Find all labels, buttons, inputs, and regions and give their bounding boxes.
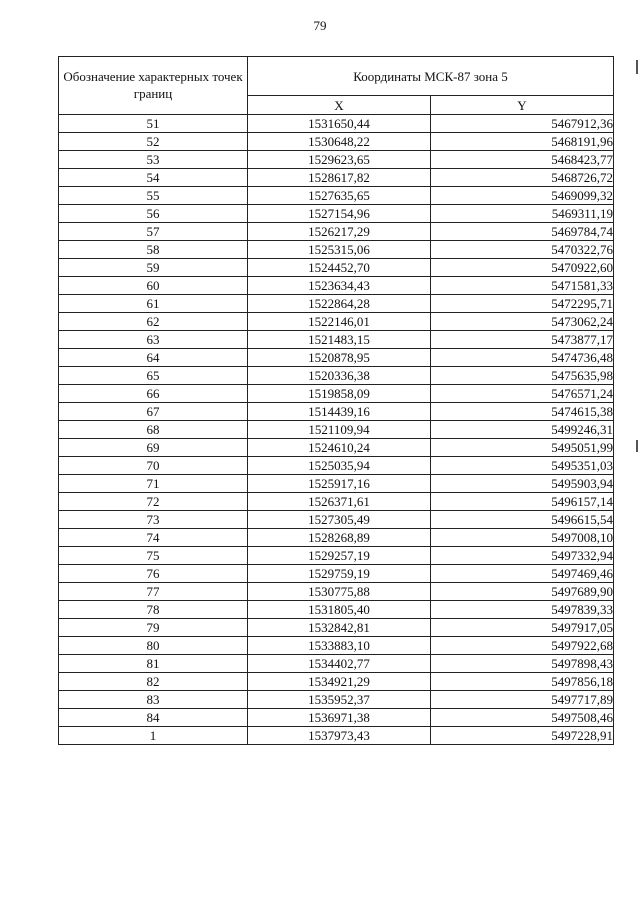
point-cell: 71 xyxy=(59,475,248,493)
point-cell: 66 xyxy=(59,385,248,403)
y-coordinate-cell: 5467912,36 xyxy=(431,115,614,133)
x-coordinate-cell: 1534402,77 xyxy=(248,655,431,673)
x-coordinate-cell: 1528617,82 xyxy=(248,169,431,187)
y-coordinate-cell: 5497689,90 xyxy=(431,583,614,601)
x-coordinate-cell: 1525035,94 xyxy=(248,457,431,475)
y-coordinate-cell: 5497332,94 xyxy=(431,547,614,565)
y-coordinate-cell: 5497469,46 xyxy=(431,565,614,583)
table-row xyxy=(59,385,614,403)
table-row xyxy=(59,169,614,187)
header-y: Y xyxy=(431,96,614,115)
x-coordinate-cell: 1520336,38 xyxy=(248,367,431,385)
y-coordinate-cell: 5473062,24 xyxy=(431,313,614,331)
table-row xyxy=(59,295,614,313)
x-coordinate-cell: 1531650,44 xyxy=(248,115,431,133)
y-coordinate-cell: 5469099,32 xyxy=(431,187,614,205)
x-coordinate-cell: 1531805,40 xyxy=(248,601,431,619)
table-row xyxy=(59,475,614,493)
point-cell: 57 xyxy=(59,223,248,241)
point-cell: 73 xyxy=(59,511,248,529)
table-row xyxy=(59,259,614,277)
header-coordinate-system: Координаты МСК-87 зона 5 xyxy=(248,57,614,96)
table-row xyxy=(59,367,614,385)
x-coordinate-cell: 1529623,65 xyxy=(248,151,431,169)
x-coordinate-cell: 1534921,29 xyxy=(248,673,431,691)
x-coordinate-cell: 1522146,01 xyxy=(248,313,431,331)
x-coordinate-cell: 1521109,94 xyxy=(248,421,431,439)
y-coordinate-cell: 5497917,05 xyxy=(431,619,614,637)
y-coordinate-cell: 5471581,33 xyxy=(431,277,614,295)
y-coordinate-cell: 5497856,18 xyxy=(431,673,614,691)
x-coordinate-cell: 1532842,81 xyxy=(248,619,431,637)
x-coordinate-cell: 1529759,19 xyxy=(248,565,431,583)
point-cell: 82 xyxy=(59,673,248,691)
table-row xyxy=(59,349,614,367)
y-coordinate-cell: 5497922,68 xyxy=(431,637,614,655)
x-coordinate-cell: 1514439,16 xyxy=(248,403,431,421)
table-row xyxy=(59,223,614,241)
table-row xyxy=(59,205,614,223)
point-cell: 72 xyxy=(59,493,248,511)
point-cell: 64 xyxy=(59,349,248,367)
y-coordinate-cell: 5476571,24 xyxy=(431,385,614,403)
table-row xyxy=(59,421,614,439)
x-coordinate-cell: 1527305,49 xyxy=(248,511,431,529)
x-coordinate-cell: 1533883,10 xyxy=(248,637,431,655)
table-row xyxy=(59,655,614,673)
x-coordinate-cell: 1530648,22 xyxy=(248,133,431,151)
y-coordinate-cell: 5468423,77 xyxy=(431,151,614,169)
table-row xyxy=(59,331,614,349)
table-row xyxy=(59,565,614,583)
point-cell: 78 xyxy=(59,601,248,619)
y-coordinate-cell: 5496615,54 xyxy=(431,511,614,529)
table-row xyxy=(59,673,614,691)
point-cell: 69 xyxy=(59,439,248,457)
table-row xyxy=(59,637,614,655)
table-row xyxy=(59,547,614,565)
page-number: 79 xyxy=(313,18,327,33)
point-cell: 79 xyxy=(59,619,248,637)
y-coordinate-cell: 5495903,94 xyxy=(431,475,614,493)
x-coordinate-cell: 1529257,19 xyxy=(248,547,431,565)
x-coordinate-cell: 1536971,38 xyxy=(248,709,431,727)
x-coordinate-cell: 1520878,95 xyxy=(248,349,431,367)
y-coordinate-cell: 5469784,74 xyxy=(431,223,614,241)
y-coordinate-cell: 5468726,72 xyxy=(431,169,614,187)
table-row xyxy=(59,457,614,475)
x-coordinate-cell: 1527635,65 xyxy=(248,187,431,205)
table-row xyxy=(59,115,614,133)
y-coordinate-cell: 5496157,14 xyxy=(431,493,614,511)
y-coordinate-cell: 5497228,91 xyxy=(431,727,614,745)
y-coordinate-cell: 5497508,46 xyxy=(431,709,614,727)
x-coordinate-cell: 1525917,16 xyxy=(248,475,431,493)
x-coordinate-cell: 1537973,43 xyxy=(248,727,431,745)
y-coordinate-cell: 5495051,99 xyxy=(431,439,614,457)
point-cell: 75 xyxy=(59,547,248,565)
table-row xyxy=(59,619,614,637)
point-cell: 77 xyxy=(59,583,248,601)
point-cell: 63 xyxy=(59,331,248,349)
table-row xyxy=(59,583,614,601)
point-cell: 62 xyxy=(59,313,248,331)
table-row xyxy=(59,691,614,709)
table-row xyxy=(59,493,614,511)
table-row xyxy=(59,151,614,169)
y-coordinate-cell: 5469311,19 xyxy=(431,205,614,223)
table-row xyxy=(59,403,614,421)
x-coordinate-cell: 1526217,29 xyxy=(248,223,431,241)
header-point-designation: Обозначение характерных точек границ xyxy=(59,57,248,115)
table-row xyxy=(59,709,614,727)
point-cell: 74 xyxy=(59,529,248,547)
table-row xyxy=(59,133,614,151)
point-cell: 70 xyxy=(59,457,248,475)
point-cell: 65 xyxy=(59,367,248,385)
x-coordinate-cell: 1528268,89 xyxy=(248,529,431,547)
x-coordinate-cell: 1522864,28 xyxy=(248,295,431,313)
point-cell: 83 xyxy=(59,691,248,709)
x-coordinate-cell: 1524610,24 xyxy=(248,439,431,457)
table-row xyxy=(59,313,614,331)
table-row xyxy=(59,727,614,745)
table-row xyxy=(59,241,614,259)
point-cell: 84 xyxy=(59,709,248,727)
y-coordinate-cell: 5474736,48 xyxy=(431,349,614,367)
point-cell: 52 xyxy=(59,133,248,151)
y-coordinate-cell: 5497008,10 xyxy=(431,529,614,547)
y-coordinate-cell: 5497717,89 xyxy=(431,691,614,709)
point-cell: 58 xyxy=(59,241,248,259)
x-coordinate-cell: 1524452,70 xyxy=(248,259,431,277)
x-coordinate-cell: 1525315,06 xyxy=(248,241,431,259)
point-cell: 80 xyxy=(59,637,248,655)
x-coordinate-cell: 1530775,88 xyxy=(248,583,431,601)
table-row xyxy=(59,529,614,547)
x-coordinate-cell: 1521483,15 xyxy=(248,331,431,349)
y-coordinate-cell: 5497839,33 xyxy=(431,601,614,619)
point-cell: 76 xyxy=(59,565,248,583)
point-cell: 60 xyxy=(59,277,248,295)
table-row xyxy=(59,511,614,529)
x-coordinate-cell: 1527154,96 xyxy=(248,205,431,223)
point-cell: 56 xyxy=(59,205,248,223)
point-cell: 81 xyxy=(59,655,248,673)
point-cell: 68 xyxy=(59,421,248,439)
y-coordinate-cell: 5475635,98 xyxy=(431,367,614,385)
x-coordinate-cell: 1526371,61 xyxy=(248,493,431,511)
point-cell: 61 xyxy=(59,295,248,313)
y-coordinate-cell: 5473877,17 xyxy=(431,331,614,349)
coordinates-table xyxy=(58,56,614,745)
point-cell: 55 xyxy=(59,187,248,205)
y-coordinate-cell: 5499246,31 xyxy=(431,421,614,439)
x-coordinate-cell: 1535952,37 xyxy=(248,691,431,709)
x-coordinate-cell: 1523634,43 xyxy=(248,277,431,295)
y-coordinate-cell: 5472295,71 xyxy=(431,295,614,313)
scan-edge-mark xyxy=(636,440,638,452)
y-coordinate-cell: 5497898,43 xyxy=(431,655,614,673)
point-cell: 59 xyxy=(59,259,248,277)
point-cell: 54 xyxy=(59,169,248,187)
table-body xyxy=(59,115,614,745)
y-coordinate-cell: 5474615,38 xyxy=(431,403,614,421)
header-x: X xyxy=(248,96,431,115)
point-cell: 53 xyxy=(59,151,248,169)
y-coordinate-cell: 5470322,76 xyxy=(431,241,614,259)
y-coordinate-cell: 5470922,60 xyxy=(431,259,614,277)
y-coordinate-cell: 5468191,96 xyxy=(431,133,614,151)
point-cell: 67 xyxy=(59,403,248,421)
x-coordinate-cell: 1519858,09 xyxy=(248,385,431,403)
table-row xyxy=(59,277,614,295)
y-coordinate-cell: 5495351,03 xyxy=(431,457,614,475)
table-row xyxy=(59,601,614,619)
table-row xyxy=(59,439,614,457)
table-row xyxy=(59,187,614,205)
point-cell: 51 xyxy=(59,115,248,133)
scan-edge-mark xyxy=(636,60,638,74)
point-cell: 1 xyxy=(59,727,248,745)
